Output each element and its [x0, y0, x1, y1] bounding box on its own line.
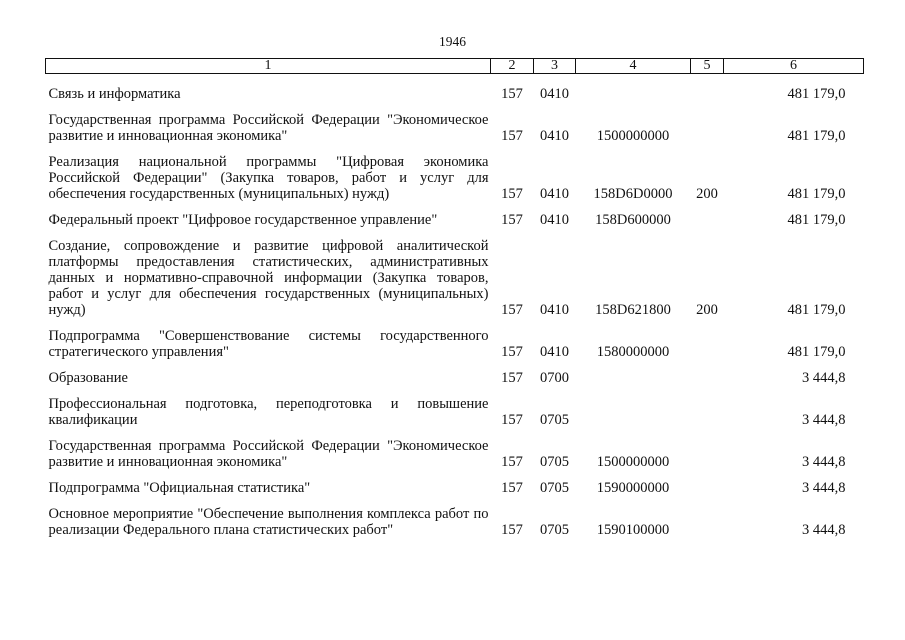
row-col6: 3 444,8 [802, 522, 846, 538]
table-row [46, 438, 864, 480]
row-col6: 481 179,0 [787, 344, 846, 360]
row-col2: 157 [501, 186, 523, 202]
row-col4 [576, 370, 691, 396]
table-row [46, 238, 864, 328]
table-row [46, 86, 864, 112]
column-header-6: 6 [724, 59, 864, 74]
column-header-2: 2 [491, 59, 534, 74]
row-col4: 1500000000 [596, 454, 670, 470]
table-row [46, 396, 864, 438]
row-col3: 0410 [540, 344, 569, 360]
table-body [46, 74, 864, 549]
row-col2: 157 [501, 454, 523, 470]
table-row [46, 112, 864, 154]
row-col4 [576, 86, 691, 112]
column-header-3: 3 [534, 59, 576, 74]
table-row [46, 212, 864, 238]
row-col5 [691, 370, 724, 396]
row-col5 [691, 506, 724, 548]
page-number: 1946 [439, 34, 466, 49]
row-name: Образование [48, 370, 128, 386]
row-col4: 158D6D0000 [593, 186, 673, 202]
row-col3: 0410 [540, 212, 569, 228]
row-col3: 0705 [540, 480, 569, 496]
column-number-header [46, 59, 864, 74]
row-col5 [691, 396, 724, 438]
row-name: Государственная программа Российской Федерации "Экономическое развитие и инновационная экономика" [48, 438, 489, 470]
row-col3: 0700 [540, 370, 569, 386]
row-col5 [691, 86, 724, 112]
row-col4: 1580000000 [596, 344, 670, 360]
row-col6: 3 444,8 [802, 370, 846, 386]
row-col3: 0410 [540, 86, 569, 102]
column-header-4: 4 [576, 59, 691, 74]
row-name: Основное мероприятие "Обеспечение выполнения комплекса работ по реализации Федерального плана статистических работ" [48, 506, 489, 538]
row-col4 [576, 396, 691, 438]
row-col2: 157 [501, 128, 523, 144]
table-row [46, 506, 864, 548]
row-col5 [691, 212, 724, 238]
row-col2: 157 [501, 302, 523, 318]
row-col3: 0705 [540, 522, 569, 538]
row-name: Федеральный проект "Цифровое государственное управление" [48, 212, 438, 228]
row-col6: 481 179,0 [787, 186, 846, 202]
table-row [46, 370, 864, 396]
row-col2: 157 [501, 370, 523, 386]
budget-table [45, 58, 864, 548]
row-col4: 1590100000 [596, 522, 670, 538]
row-col6: 3 444,8 [802, 454, 846, 470]
row-col3: 0410 [540, 128, 569, 144]
row-name: Связь и информатика [48, 86, 181, 102]
row-col5: 200 [696, 186, 718, 202]
column-header-1: 1 [46, 59, 491, 74]
row-col6: 481 179,0 [787, 128, 846, 144]
table-row [46, 480, 864, 506]
row-col3: 0410 [540, 302, 569, 318]
column-header-5: 5 [691, 59, 724, 74]
row-col2: 157 [501, 344, 523, 360]
row-col5 [691, 328, 724, 370]
row-col5 [691, 112, 724, 154]
header-spacer [46, 74, 864, 87]
table-row [46, 328, 864, 370]
row-col2: 157 [501, 480, 523, 496]
row-col2: 157 [501, 412, 523, 428]
row-col5 [691, 438, 724, 480]
row-col5 [691, 480, 724, 506]
row-col3: 0410 [540, 186, 569, 202]
row-name: Создание, сопровождение и развитие цифровой аналитической платформы предоставления статистических, административных данных и нормативно-справочной информации (Закупка товаров, работ и услуг для обеспечения государственных (муниципальных) нужд) [48, 238, 489, 318]
row-col6: 3 444,8 [802, 480, 846, 496]
row-col2: 157 [501, 86, 523, 102]
row-name: Профессиональная подготовка, переподготовка и повышение квалификации [48, 396, 489, 428]
row-col6: 481 179,0 [787, 302, 846, 318]
row-col6: 3 444,8 [802, 412, 846, 428]
row-col4: 1500000000 [596, 128, 670, 144]
row-name: Подпрограмма "Совершенствование системы государственного стратегического управления" [48, 328, 489, 360]
row-col5: 200 [696, 302, 718, 318]
row-col2: 157 [501, 522, 523, 538]
row-col4: 158D600000 [595, 212, 671, 228]
row-name: Государственная программа Российской Федерации "Экономическое развитие и инновационная экономика" [48, 112, 489, 144]
row-name: Подпрограмма "Официальная статистика" [48, 480, 311, 496]
row-col4: 1590000000 [596, 480, 670, 496]
row-col3: 0705 [540, 454, 569, 470]
row-col6: 481 179,0 [787, 212, 846, 228]
row-col2: 157 [501, 212, 523, 228]
row-col3: 0705 [540, 412, 569, 428]
row-col6: 481 179,0 [787, 86, 846, 102]
table-row [46, 154, 864, 212]
row-col4: 158D621800 [595, 302, 671, 318]
row-name: Реализация национальной программы "Цифровая экономика Российской Федерации" (Закупка товаров, работ и услуг для обеспечения государственных (муниципальных) нужд) [48, 154, 489, 202]
